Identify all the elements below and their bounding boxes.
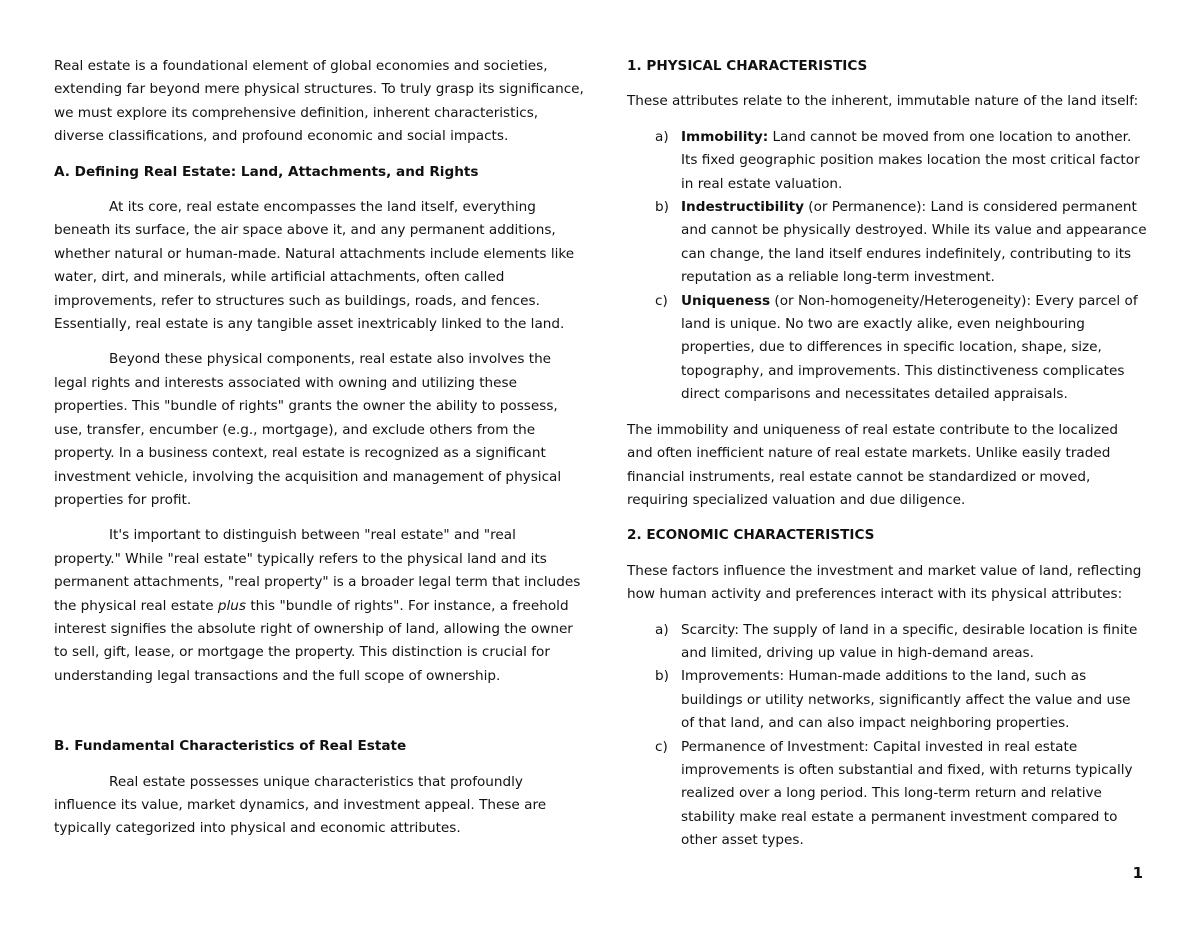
section-a-paragraph-3-emphasis: plus: [217, 597, 246, 614]
section-a-heading: A. Defining Real Estate: Land, Attachments, and Rights: [54, 163, 479, 180]
page-number: 1: [1132, 864, 1143, 882]
list-marker: a): [655, 128, 669, 145]
list-item-paren: (or Non-homogeneity/Heterogeneity): [770, 292, 1027, 309]
section-b-heading: B. Fundamental Characteristics of Real Estate: [54, 738, 407, 755]
list-item: [627, 619, 1147, 666]
physical-characteristics-intro: These attributes relate to the inherent, immutable nature of the land itself:: [627, 93, 1139, 110]
list-item-text: Land cannot be moved from one location to another. Its fixed geographic position makes location the most critical factor in real estate valuation.: [681, 128, 1140, 192]
section-a-paragraph-3-text-2: this "bundle of rights". For instance, a freehold interest signifies the absolute right of ownership of land, allowing the owner to sell, gift, lease, or mortgage the property. This distinction is crucial for understanding legal transactions and the full scope of ownership.: [54, 597, 573, 684]
physical-characteristics-summary: The immobility and uniqueness of real estate contribute to the localized and often inefficient nature of real estate markets. Unlike easily traded financial instruments, real estate cannot be standardized or moved, requiring specialized valuation and due diligence.: [627, 421, 1118, 508]
list-item: [627, 736, 1147, 853]
list-item: [627, 196, 1147, 290]
section-a-paragraph-3-text-1: It's important to distinguish between "real estate" and "real property." While "real estate" typically refers to the physical land and its permanent attachments, "real property" is a broader legal term that includes the physical real estate: [54, 527, 581, 614]
physical-characteristics-list: [627, 126, 1147, 407]
section-spacer: [54, 688, 584, 735]
list-item: [627, 665, 1147, 735]
economic-characteristics-heading: 2. ECONOMIC CHARACTERISTICS: [627, 527, 875, 544]
list-item-paren: (or Permanence): [803, 199, 922, 216]
left-column: [54, 55, 584, 841]
economic-characteristics-intro: These factors influence the investment and market value of land, reflecting how human activity and preferences interact with its physical attributes:: [627, 562, 1142, 603]
list-marker: b): [655, 668, 669, 685]
list-marker: a): [655, 621, 669, 638]
list-item-text: Improvements: Human-made additions to the land, such as buildings or utility networks, significantly affect the value and use of that land, and can also impact neighboring properties.: [681, 668, 1131, 732]
intro-paragraph: Real estate is a foundational element of global economies and societies, extending far beyond mere physical structures. To truly grasp its significance, we must explore its comprehensive definition, inherent characteristics, diverse classifications, and profound economic and social impacts.: [54, 58, 584, 145]
section-b-paragraph-1: Real estate possesses unique characteristics that profoundly influence its value, market dynamics, and investment appeal. These are typically categorized into physical and economic attributes.: [54, 773, 547, 837]
list-item-term: Indestructibility: [681, 199, 804, 216]
section-a-paragraph-1: At its core, real estate encompasses the land itself, everything beneath its surface, the air space above it, and any permanent additions, whether natural or human-made. Natural attachments include elements like water, dirt, and minerals, while artificial attachments, often called improvements, refer to structures such as buildings, roads, and fences. Essentially, real estate is any tangible asset inextricably linked to the land.: [54, 199, 575, 333]
list-item-term: Immobility:: [681, 128, 769, 145]
list-item-text: : Land is considered permanent and cannot be physically destroyed. While its value and appearance can change, the land itself endures indefinitely, contributing to its reputation as a reliable long-term investment.: [681, 199, 1147, 286]
list-item-term: Uniqueness: [681, 292, 771, 309]
list-marker: c): [655, 738, 668, 755]
section-a-paragraph-3: [54, 524, 584, 688]
physical-characteristics-heading: 1. PHYSICAL CHARACTERISTICS: [627, 58, 868, 74]
list-item: [627, 290, 1147, 407]
economic-characteristics-list: [627, 619, 1147, 853]
right-column: [627, 55, 1147, 853]
list-item-text: Scarcity: The supply of land in a specific, desirable location is finite and limited, driving up value in high-demand areas.: [681, 621, 1138, 661]
list-marker: b): [655, 199, 669, 216]
section-a-paragraph-2: Beyond these physical components, real estate also involves the legal rights and interests associated with owning and utilizing these properties. This "bundle of rights" grants the owner the ability to possess, use, transfer, encumber (e.g., mortgage), and exclude others from the property. In a business context, real estate is recognized as a significant investment vehicle, involving the acquisition and management of physical properties for profit.: [54, 351, 562, 508]
list-marker: c): [655, 292, 668, 309]
list-item-text: : Every parcel of land is unique. No two are exactly alike, even neighbouring properties, due to differences in specific location, shape, size, topography, and improvements. This distinctiveness complicates direct comparisons and necessitates detailed appraisals.: [681, 292, 1138, 403]
list-item: [627, 126, 1147, 196]
list-item-text: Permanence of Investment: Capital invested in real estate improvements is often substantial and fixed, with returns typically realized over a long period. This long-term return and relative stability make real estate a permanent investment compared to other asset types.: [681, 738, 1133, 849]
